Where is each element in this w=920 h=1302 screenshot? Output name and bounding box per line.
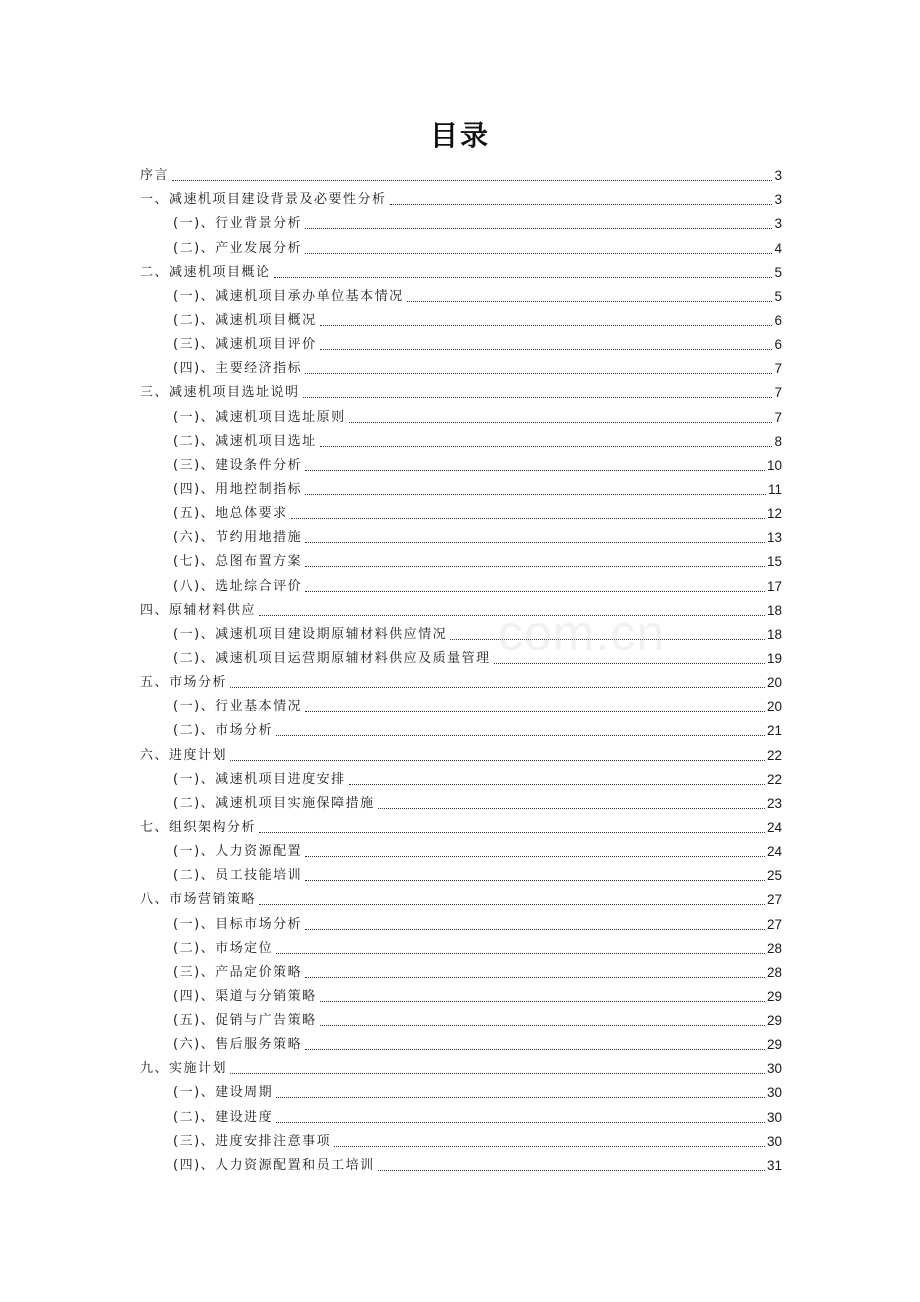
- toc-dot-leader: [305, 228, 772, 229]
- toc-section-entry[interactable]: [140, 595, 782, 619]
- toc-dot-leader: [305, 880, 765, 881]
- toc-subsection-entry[interactable]: [140, 570, 782, 594]
- toc-entry-label: (一)、目标市场分析: [173, 916, 303, 932]
- toc-entry-label: (三)、进度安排注意事项: [173, 1133, 332, 1149]
- toc-page-number: 29: [766, 1013, 782, 1029]
- toc-dot-leader: [450, 639, 765, 640]
- toc-page-number: 30: [766, 1061, 782, 1077]
- toc-dot-leader: [172, 180, 772, 181]
- toc-subsection-entry[interactable]: [140, 208, 782, 232]
- toc-page-number: 19: [766, 650, 782, 666]
- toc-page-number: 21: [766, 723, 782, 739]
- toc-subsection-entry[interactable]: [140, 426, 782, 450]
- watermark: com.cn: [498, 605, 666, 661]
- toc-page-number: 17: [766, 578, 782, 594]
- toc-dot-leader: [230, 687, 765, 688]
- toc-dot-leader: [276, 1097, 765, 1098]
- toc-section-entry[interactable]: [140, 184, 782, 208]
- toc-dot-leader: [276, 1122, 765, 1123]
- toc-page-number: 24: [766, 844, 782, 860]
- toc-dot-leader: [305, 856, 765, 857]
- toc-page-number: 3: [774, 192, 782, 208]
- toc-page-number: 5: [774, 264, 782, 280]
- toc-entry-label: (一)、减速机项目建设期原辅材料供应情况: [173, 626, 448, 642]
- toc-subsection-entry[interactable]: [140, 1029, 782, 1053]
- toc-subsection-entry[interactable]: [140, 450, 782, 474]
- toc-subsection-entry[interactable]: [140, 474, 782, 498]
- toc-entry-label: (二)、减速机项目运营期原辅材料供应及质量管理: [173, 650, 491, 666]
- toc-entry-label: 序言: [140, 168, 170, 184]
- toc-section-entry[interactable]: [140, 257, 782, 281]
- toc-page-number: 24: [766, 819, 782, 835]
- toc-dot-leader: [305, 591, 765, 592]
- toc-page-number: 28: [766, 964, 782, 980]
- toc-page-number: 7: [774, 409, 782, 425]
- toc-entry-label: (二)、减速机项目选址: [173, 433, 317, 449]
- toc-page-number: 7: [774, 361, 782, 377]
- toc-subsection-entry[interactable]: [140, 788, 782, 812]
- toc-dot-leader: [276, 953, 765, 954]
- toc-dot-leader: [259, 832, 765, 833]
- toc-entry-label: (五)、地总体要求: [173, 506, 288, 522]
- toc-entry-label: (二)、员工技能培训: [173, 868, 303, 884]
- toc-entry-label: 一、减速机项目建设背景及必要性分析: [140, 192, 387, 208]
- toc-subsection-entry[interactable]: [140, 401, 782, 425]
- toc-subsection-entry[interactable]: [140, 860, 782, 884]
- toc-page-number: 30: [766, 1085, 782, 1101]
- toc-entry-label: (四)、主要经济指标: [173, 361, 303, 377]
- toc-subsection-entry[interactable]: [140, 353, 782, 377]
- toc-page-number: 29: [766, 1037, 782, 1053]
- toc-page-number: 28: [766, 940, 782, 956]
- toc-dot-leader: [334, 1146, 765, 1147]
- toc-entry-label: (一)、减速机项目承办单位基本情况: [173, 288, 404, 304]
- toc-page-number: 3: [774, 216, 782, 232]
- toc-section-entry[interactable]: [140, 739, 782, 763]
- toc-entry-label: (三)、产品定价策略: [173, 964, 303, 980]
- toc-subsection-entry[interactable]: [140, 281, 782, 305]
- toc-subsection-entry[interactable]: [140, 522, 782, 546]
- toc-dot-leader: [230, 1073, 765, 1074]
- toc-entry-label: (八)、选址综合评价: [173, 578, 303, 594]
- toc-page-number: 22: [766, 747, 782, 763]
- toc-entry-label: 七、组织架构分析: [140, 819, 257, 835]
- toc-entry-label: 五、市场分析: [140, 675, 228, 691]
- toc-page-number: 3: [774, 168, 782, 184]
- toc-section-entry[interactable]: [140, 884, 782, 908]
- toc-entry-label: (一)、行业基本情况: [173, 699, 303, 715]
- toc-entry-label: 三、减速机项目选址说明: [140, 385, 300, 401]
- toc-subsection-entry[interactable]: [140, 305, 782, 329]
- toc-subsection-entry[interactable]: [140, 1150, 782, 1174]
- toc-dot-leader: [305, 711, 765, 712]
- toc-page-number: 5: [774, 288, 782, 304]
- toc-dot-leader: [276, 735, 765, 736]
- toc-section-entry[interactable]: [140, 667, 782, 691]
- toc-entry-label: (五)、促销与广告策略: [173, 1013, 317, 1029]
- toc-entry-label: (三)、建设条件分析: [173, 457, 303, 473]
- toc-entry-label: (四)、渠道与分销策略: [173, 988, 317, 1004]
- toc-page-number: 20: [766, 699, 782, 715]
- toc-page-number: 29: [766, 988, 782, 1004]
- toc-dot-leader: [320, 325, 773, 326]
- toc-page-number: 22: [766, 771, 782, 787]
- toc-dot-leader: [407, 301, 773, 302]
- toc-entry-label: (六)、节约用地措施: [173, 530, 303, 546]
- toc-subsection-entry[interactable]: [140, 1126, 782, 1150]
- toc-dot-leader: [259, 615, 765, 616]
- toc-entry-label: (二)、减速机项目概况: [173, 312, 317, 328]
- toc-dot-leader: [305, 373, 772, 374]
- toc-page-number: 30: [766, 1133, 782, 1149]
- toc-page-number: 6: [774, 337, 782, 353]
- toc-subsection-entry[interactable]: [140, 1101, 782, 1125]
- toc-page-number: 31: [766, 1157, 782, 1173]
- toc-subsection-entry[interactable]: [140, 836, 782, 860]
- toc-page-number: 11: [767, 481, 782, 497]
- toc-entry-label: 九、实施计划: [140, 1061, 228, 1077]
- toc-page-number: 6: [774, 312, 782, 328]
- toc-subsection-entry[interactable]: [140, 643, 782, 667]
- toc-entry-label: (二)、建设进度: [173, 1109, 274, 1125]
- toc-dot-leader: [291, 518, 765, 519]
- toc-subsection-entry[interactable]: [140, 957, 782, 981]
- toc-dot-leader: [320, 349, 773, 350]
- toc-subsection-entry[interactable]: [140, 546, 782, 570]
- toc-page-number: 25: [766, 868, 782, 884]
- toc-page-number: 10: [766, 457, 782, 473]
- toc-subsection-entry[interactable]: [140, 715, 782, 739]
- toc-entry-label: (四)、用地控制指标: [173, 481, 303, 497]
- toc-subsection-entry[interactable]: [140, 232, 782, 256]
- toc-entry-label: 四、原辅材料供应: [140, 602, 257, 618]
- toc-subsection-entry[interactable]: [140, 908, 782, 932]
- toc-dot-leader: [230, 760, 765, 761]
- toc-page-number: 30: [766, 1109, 782, 1125]
- toc-entry-label: (四)、人力资源配置和员工培训: [173, 1157, 375, 1173]
- toc-dot-leader: [259, 904, 765, 905]
- toc-page-number: 4: [774, 240, 782, 256]
- toc-page-number: 15: [766, 554, 782, 570]
- table-of-contents: [140, 160, 782, 1174]
- toc-subsection-entry[interactable]: [140, 1005, 782, 1029]
- toc-subsection-entry[interactable]: [140, 981, 782, 1005]
- toc-dot-leader: [494, 663, 765, 664]
- toc-dot-leader: [274, 277, 773, 278]
- toc-dot-leader: [305, 1049, 765, 1050]
- toc-page-number: 12: [766, 506, 782, 522]
- toc-entry-label: (一)、行业背景分析: [173, 216, 303, 232]
- toc-subsection-entry[interactable]: [140, 1077, 782, 1101]
- toc-entry-label: (二)、市场分析: [173, 723, 274, 739]
- toc-page-number: 27: [766, 892, 782, 908]
- toc-dot-leader: [305, 253, 772, 254]
- toc-entry-label: (一)、人力资源配置: [173, 844, 303, 860]
- toc-dot-leader: [390, 204, 773, 205]
- toc-dot-leader: [305, 929, 765, 930]
- toc-entry-label: (一)、建设周期: [173, 1085, 274, 1101]
- toc-entry-label: (六)、售后服务策略: [173, 1037, 303, 1053]
- toc-subsection-entry[interactable]: [140, 764, 782, 788]
- toc-entry-label: (七)、总图布置方案: [173, 554, 303, 570]
- toc-dot-leader: [349, 784, 765, 785]
- toc-page-number: 8: [774, 433, 782, 449]
- toc-dot-leader: [378, 1170, 765, 1171]
- toc-dot-leader: [305, 470, 765, 471]
- toc-page-number: 23: [766, 795, 782, 811]
- toc-page-number: 18: [766, 602, 782, 618]
- toc-page-number: 18: [766, 626, 782, 642]
- toc-entry-label: 二、减速机项目概论: [140, 264, 271, 280]
- toc-subsection-entry[interactable]: [140, 933, 782, 957]
- toc-dot-leader: [305, 566, 765, 567]
- toc-entry-label: 六、进度计划: [140, 747, 228, 763]
- toc-subsection-entry[interactable]: [140, 498, 782, 522]
- toc-entry-label: (二)、产业发展分析: [173, 240, 303, 256]
- toc-dot-leader: [305, 494, 766, 495]
- toc-subsection-entry[interactable]: [140, 619, 782, 643]
- toc-entry-label: (三)、减速机项目评价: [173, 337, 317, 353]
- toc-section-entry[interactable]: [140, 377, 782, 401]
- toc-dot-leader: [349, 422, 773, 423]
- toc-entry-label: (二)、减速机项目实施保障措施: [173, 795, 375, 811]
- toc-page-number: 20: [766, 675, 782, 691]
- toc-dot-leader: [320, 1025, 765, 1026]
- toc-dot-leader: [378, 808, 765, 809]
- toc-dot-leader: [305, 977, 765, 978]
- toc-entry-label: (一)、减速机项目选址原则: [173, 409, 346, 425]
- toc-dot-leader: [305, 542, 765, 543]
- toc-dot-leader: [320, 446, 773, 447]
- toc-page-number: 27: [766, 916, 782, 932]
- toc-entry-label: (二)、市场定位: [173, 940, 274, 956]
- toc-subsection-entry[interactable]: [140, 329, 782, 353]
- toc-section-entry[interactable]: [140, 1053, 782, 1077]
- toc-section-entry[interactable]: [140, 812, 782, 836]
- toc-entry-label: 八、市场营销策略: [140, 892, 257, 908]
- toc-page-number: 13: [766, 530, 782, 546]
- toc-page-number: 7: [774, 385, 782, 401]
- toc-subsection-entry[interactable]: [140, 691, 782, 715]
- toc-section-entry[interactable]: [140, 160, 782, 184]
- toc-entry-label: (一)、减速机项目进度安排: [173, 771, 346, 787]
- toc-dot-leader: [320, 1001, 765, 1002]
- page-title: 目录: [429, 119, 490, 152]
- toc-dot-leader: [303, 397, 773, 398]
